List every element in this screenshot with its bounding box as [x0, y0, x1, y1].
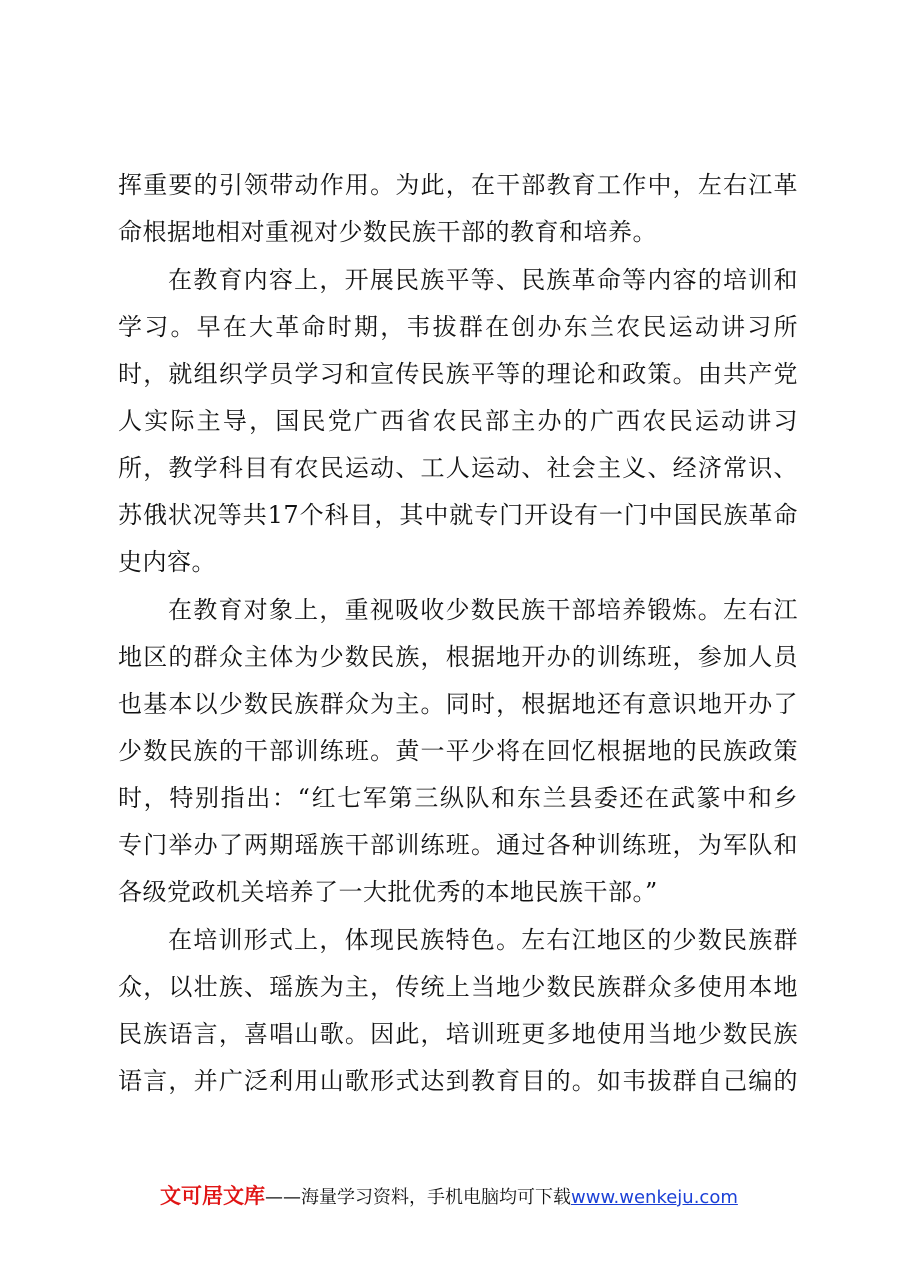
text-line: 苏俄状况等共17个科目，其中就专门开设有一门中国民族革命 [118, 501, 798, 529]
text-line: 地区的群众主体为少数民族，根据地开办的训练班，参加人员 [118, 643, 798, 671]
page-footer [160, 1181, 780, 1211]
paragraph-first-line: 在教育对象上，重视吸收少数民族干部培养锻炼。左右江 [168, 596, 798, 624]
text-line: 史内容。 [118, 548, 216, 576]
paragraph-first-line: 在培训形式上，体现民族特色。左右江地区的少数民族群 [168, 926, 798, 954]
text-line: 时，特别指出：“红七军第三纵队和东兰县委还在武篆中和乡 [118, 784, 798, 812]
text-line: 也基本以少数民族群众为主。同时，根据地还有意识地开办了 [118, 690, 798, 718]
footer-description: ——海量学习资料，手机电脑均可下载 [265, 1187, 571, 1208]
footer-link[interactable]: www.wenkeju.com [571, 1187, 738, 1208]
text-line: 少数民族的干部训练班。黄一平少将在回忆根据地的民族政策 [118, 737, 798, 765]
text-line: 所，教学科目有农民运动、工人运动、社会主义、经济常识、 [118, 454, 798, 482]
paragraph-first-line: 在教育内容上，开展民族平等、民族革命等内容的培训和 [168, 266, 798, 294]
text-line: 时，就组织学员学习和宣传民族平等的理论和政策。由共产党 [118, 360, 798, 388]
text-line: 民族语言，喜唱山歌。因此，培训班更多地使用当地少数民族 [118, 1020, 798, 1048]
text-line: 命根据地相对重视对少数民族干部的教育和培养。 [118, 218, 657, 246]
text-line: 语言，并广泛利用山歌形式达到教育目的。如韦拔群自己编的 [118, 1067, 798, 1095]
text-line: 众，以壮族、瑶族为主，传统上当地少数民族群众多使用本地 [118, 973, 798, 1001]
text-line: 学习。早在大革命时期，韦拔群在创办东兰农民运动讲习所 [118, 313, 798, 341]
text-line: 各级党政机关培养了一大批优秀的本地民族干部。” [118, 878, 658, 906]
text-line: 人实际主导，国民党广西省农民部主办的广西农民运动讲习 [118, 407, 798, 435]
text-line: 挥重要的引领带动作用。为此，在干部教育工作中，左右江革 [118, 171, 798, 199]
footer-brand: 文可居文库 [160, 1184, 265, 1208]
text-line: 专门举办了两期瑶族干部训练班。通过各种训练班，为军队和 [118, 831, 798, 859]
